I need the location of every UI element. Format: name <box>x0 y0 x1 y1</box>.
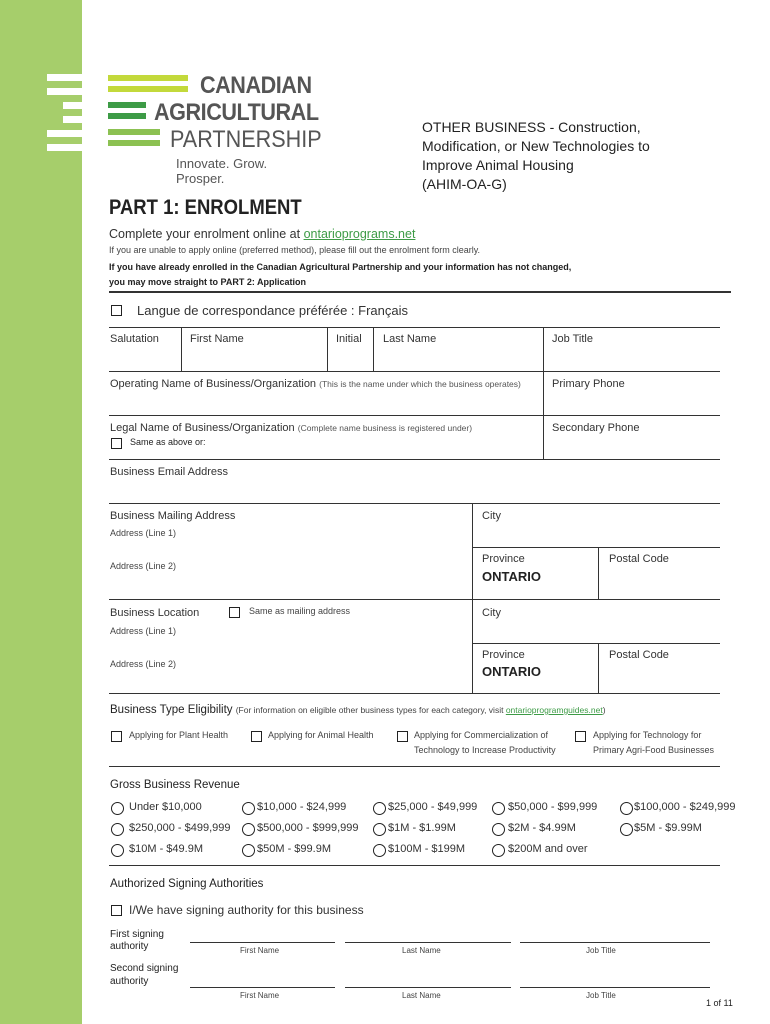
mailing-postal-label: Postal Code <box>609 553 669 565</box>
legal-name-label <box>110 422 472 434</box>
second-signer-last-name-line[interactable] <box>345 987 511 988</box>
mailing-address-label: Business Mailing Address <box>110 510 236 522</box>
logo-bar <box>108 86 188 92</box>
revenue-radio[interactable] <box>242 802 255 815</box>
cell-divider <box>472 503 473 693</box>
revenue-option: $1M - $1.99M <box>388 822 456 834</box>
secondary-phone-label: Secondary Phone <box>552 422 640 434</box>
brand-line1: CANADIAN <box>200 72 312 99</box>
row-line <box>472 643 720 644</box>
last-name-label: Last Name <box>383 333 437 345</box>
revenue-radio[interactable] <box>620 802 633 815</box>
revenue-option: $2M - $4.99M <box>508 822 576 834</box>
decorative-stripe <box>63 116 82 123</box>
location-city-label: City <box>482 607 501 619</box>
revenue-radio[interactable] <box>373 844 386 857</box>
salutation-label: Salutation <box>110 333 159 345</box>
revenue-option: $25,000 - $49,999 <box>388 801 478 813</box>
brand-line3: PARTNERSHIP <box>170 126 322 153</box>
revenue-radio[interactable] <box>492 844 505 857</box>
operating-name-text: Operating Name of Business/Organization <box>110 378 317 390</box>
eligibility-label: Business Type Eligibility <box>110 704 233 716</box>
revenue-option: $10M - $49.9M <box>129 843 203 855</box>
revenue-radio[interactable] <box>111 844 124 857</box>
brand-tagline: Innovate. Grow. Prosper. <box>176 156 268 186</box>
part-heading: PART 1: ENROLMENT <box>109 196 302 219</box>
cell-divider <box>598 643 599 693</box>
form-title-line: OTHER BUSINESS - Construction, <box>422 119 641 135</box>
row-line <box>109 766 720 767</box>
revenue-radio[interactable] <box>111 823 124 836</box>
eligibility-plant-health-checkbox[interactable] <box>111 731 122 742</box>
same-as-above-checkbox[interactable] <box>111 438 122 449</box>
revenue-radio[interactable] <box>492 823 505 836</box>
form-title <box>422 118 650 194</box>
same-as-mailing-label: Same as mailing address <box>249 606 351 616</box>
first-signing-label: authority <box>110 941 149 952</box>
revenue-option: $200M and over <box>508 843 588 855</box>
first-signer-job-title-line[interactable] <box>520 942 710 943</box>
logo-bar <box>108 140 160 146</box>
eligibility-note-suffix: ) <box>602 705 606 715</box>
second-signing-label: Second signing <box>110 963 179 974</box>
decorative-stripe <box>47 88 82 95</box>
eligibility-option-label: Applying for Plant Health <box>129 730 229 740</box>
column-caption: First Name <box>240 991 280 1000</box>
mailing-province-value: ONTARIO <box>482 569 541 584</box>
location-address-line2-label: Address (Line 2) <box>110 659 177 669</box>
email-label: Business Email Address <box>110 466 228 478</box>
column-caption: First Name <box>240 946 280 955</box>
revenue-radio[interactable] <box>492 802 505 815</box>
revenue-option: $100M - $199M <box>388 843 466 855</box>
revenue-label: Gross Business Revenue <box>110 779 240 791</box>
signing-authority-label: I/We have signing authority for this business <box>129 903 364 917</box>
revenue-radio[interactable] <box>373 802 386 815</box>
mailing-province-label: Province <box>482 553 525 565</box>
eligibility-option-label: Primary Agri-Food Businesses <box>593 745 715 755</box>
location-postal-label: Postal Code <box>609 649 669 661</box>
revenue-radio[interactable] <box>242 823 255 836</box>
paper-form-note: If you are unable to apply online (preferred method), please fill out the enrolment form clearly. <box>109 245 481 255</box>
decorative-stripe <box>47 144 82 151</box>
row-line <box>109 327 720 328</box>
decorative-stripe <box>63 102 82 109</box>
revenue-option: Under $10,000 <box>129 801 202 813</box>
revenue-radio[interactable] <box>111 802 124 815</box>
revenue-option: $50,000 - $99,999 <box>508 801 598 813</box>
revenue-option: $250,000 - $499,999 <box>129 822 231 834</box>
decorative-stripe <box>47 74 82 81</box>
decorative-stripe <box>47 130 82 137</box>
eligibility-option-label: Applying for Commercialization of <box>414 730 549 740</box>
eligibility-option-label: Applying for Technology for <box>593 730 702 740</box>
logo-bar <box>108 129 160 135</box>
same-as-above-label: Same as above or: <box>130 437 206 447</box>
brand-logo <box>108 72 322 186</box>
signing-label: Authorized Signing Authorities <box>110 878 264 890</box>
row-line <box>109 693 720 694</box>
legal-name-text: Legal Name of Business/Organization <box>110 422 295 434</box>
mailing-city-label: City <box>482 510 501 522</box>
location-address-line1-label: Address (Line 1) <box>110 626 177 636</box>
signing-authority-checkbox[interactable] <box>111 905 122 916</box>
eligibility-heading <box>110 704 606 716</box>
revenue-option: $10,000 - $24,999 <box>257 801 347 813</box>
business-location-label: Business Location <box>110 607 200 619</box>
eligibility-note-prefix: (For information on eligible other business types for each category, visit <box>235 705 506 715</box>
row-line <box>109 415 720 416</box>
revenue-radio[interactable] <box>242 844 255 857</box>
section-divider <box>109 291 731 293</box>
cell-divider <box>598 547 599 599</box>
cell-divider <box>181 327 182 371</box>
location-province-value: ONTARIO <box>482 664 541 679</box>
eligibility-note-link[interactable]: ontarioprogramguides.net <box>505 705 603 715</box>
revenue-radio[interactable] <box>620 823 633 836</box>
logo-bar <box>108 75 188 81</box>
brand-line2: AGRICULTURAL <box>154 99 319 126</box>
already-enrolled-note: If you have already enrolled in the Canadian Agricultural Partnership and your information has not changed, <box>109 262 572 272</box>
second-signer-first-name-line[interactable] <box>190 987 335 988</box>
revenue-option: $5M - $9.99M <box>634 822 702 834</box>
legal-name-note: (Complete name business is registered under) <box>297 423 473 433</box>
row-line <box>109 371 720 372</box>
cell-divider <box>327 327 328 371</box>
location-province-label: Province <box>482 649 525 661</box>
mailing-address-line1-label: Address (Line 1) <box>110 528 177 538</box>
initial-label: Initial <box>336 333 362 345</box>
column-caption: Job Title <box>586 946 616 955</box>
form-title-line: Modification, or New Technologies to <box>422 138 650 154</box>
eligibility-animal-health-checkbox[interactable] <box>251 731 262 742</box>
second-signing-label: authority <box>110 976 149 987</box>
column-caption: Last Name <box>402 946 441 955</box>
page-number: 1 of 11 <box>706 998 733 1008</box>
mailing-address-line2-label: Address (Line 2) <box>110 561 177 571</box>
eligibility-option-label: Applying for Animal Health <box>268 730 374 740</box>
logo-bar <box>108 113 146 119</box>
eligibility-option-label: Technology to Increase Productivity <box>414 745 556 755</box>
row-line <box>109 503 720 504</box>
job-title-label: Job Title <box>552 333 593 345</box>
revenue-radio[interactable] <box>373 823 386 836</box>
decorative-side-band <box>0 0 82 1024</box>
form-title-line: Improve Animal Housing <box>422 157 574 173</box>
first-signer-first-name-line[interactable] <box>190 942 335 943</box>
already-enrolled-note: you may move straight to PART 2: Application <box>109 277 307 287</box>
row-line <box>109 459 720 460</box>
primary-phone-label: Primary Phone <box>552 378 625 390</box>
online-link[interactable]: ontarioprograms.net <box>303 227 416 241</box>
first-signing-label: First signing <box>110 929 164 940</box>
operating-name-label <box>110 378 521 390</box>
row-line <box>472 547 720 548</box>
revenue-option: $50M - $99.9M <box>257 843 331 855</box>
cell-divider <box>373 327 374 371</box>
logo-bar <box>108 102 146 108</box>
language-label: Langue de correspondance préférée : Français <box>137 303 409 318</box>
column-caption: Last Name <box>402 991 441 1000</box>
language-checkbox[interactable] <box>111 305 122 316</box>
revenue-option: $100,000 - $249,999 <box>634 801 736 813</box>
eligibility-note <box>236 705 606 715</box>
eligibility-commercialization-checkbox[interactable] <box>397 731 408 742</box>
form-title-line: (AHIM-OA-G) <box>422 176 507 192</box>
cell-divider <box>543 327 544 459</box>
second-signer-job-title-line[interactable] <box>520 987 710 988</box>
first-name-label: First Name <box>190 333 244 345</box>
row-line <box>109 599 720 600</box>
row-line <box>109 865 720 866</box>
online-prefix: Complete your enrolment online at <box>109 227 304 241</box>
same-as-mailing-checkbox[interactable] <box>229 607 240 618</box>
column-caption: Job Title <box>586 991 616 1000</box>
operating-name-note: (This is the name under which the business operates) <box>319 379 521 389</box>
online-instructions <box>109 227 415 241</box>
eligibility-technology-checkbox[interactable] <box>575 731 586 742</box>
revenue-option: $500,000 - $999,999 <box>257 822 359 834</box>
first-signer-last-name-line[interactable] <box>345 942 511 943</box>
